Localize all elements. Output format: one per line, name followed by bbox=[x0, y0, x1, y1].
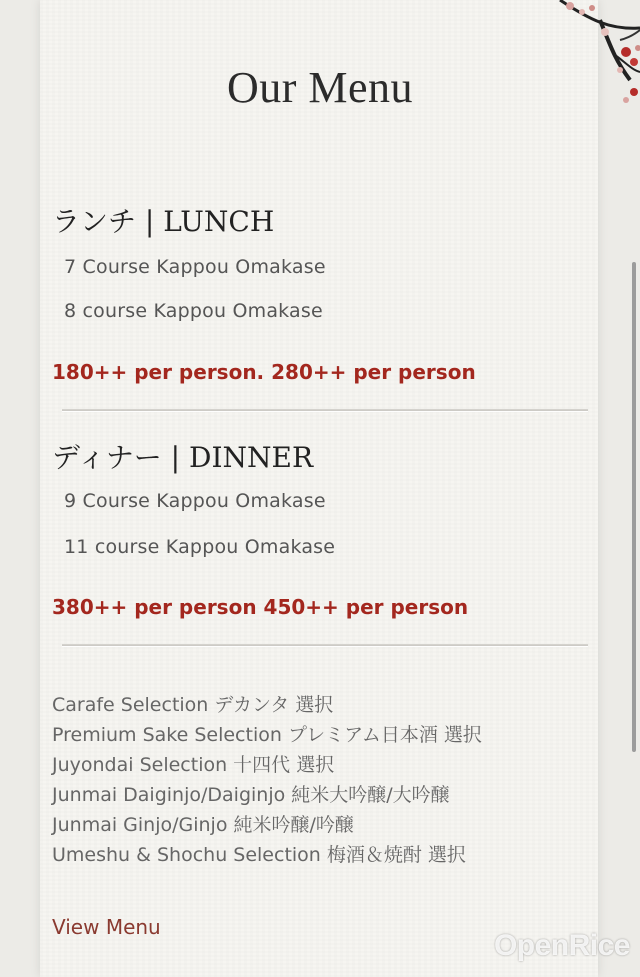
selection-item: Junmai Daiginjo/Daiginjo 純米大吟醸/大吟醸 bbox=[52, 784, 450, 806]
drink-selection-list bbox=[52, 690, 482, 870]
lunch-price: 180++ per person. 280++ per person bbox=[52, 360, 476, 384]
divider bbox=[62, 409, 588, 411]
view-menu-link[interactable]: View Menu bbox=[52, 915, 161, 939]
dinner-price: 380++ per person 450++ per person bbox=[52, 595, 469, 619]
selection-item: Juyondai Selection 十四代 選択 bbox=[52, 754, 335, 776]
lunch-course-1: 7 Course Kappou Omakase bbox=[64, 256, 326, 278]
page-title: Our Menu bbox=[226, 63, 414, 112]
selection-item: Carafe Selection デカンタ 選択 bbox=[52, 694, 334, 716]
lunch-heading: ランチ | LUNCH bbox=[52, 205, 275, 238]
openrice-watermark: OpenRice bbox=[493, 929, 630, 962]
scrollbar[interactable] bbox=[632, 262, 636, 752]
divider bbox=[62, 644, 588, 646]
selection-item: Umeshu & Shochu Selection 梅酒＆焼酎 選択 bbox=[52, 844, 466, 866]
dinner-course-2: 11 course Kappou Omakase bbox=[64, 536, 336, 558]
dinner-course-1: 9 Course Kappou Omakase bbox=[64, 490, 326, 512]
dinner-heading: ディナー | DINNER bbox=[52, 441, 314, 474]
selection-item: Junmai Ginjo/Ginjo 純米吟醸/吟醸 bbox=[52, 814, 354, 836]
lunch-course-2: 8 course Kappou Omakase bbox=[64, 300, 323, 322]
selection-item: Premium Sake Selection プレミアム日本酒 選択 bbox=[52, 724, 482, 746]
